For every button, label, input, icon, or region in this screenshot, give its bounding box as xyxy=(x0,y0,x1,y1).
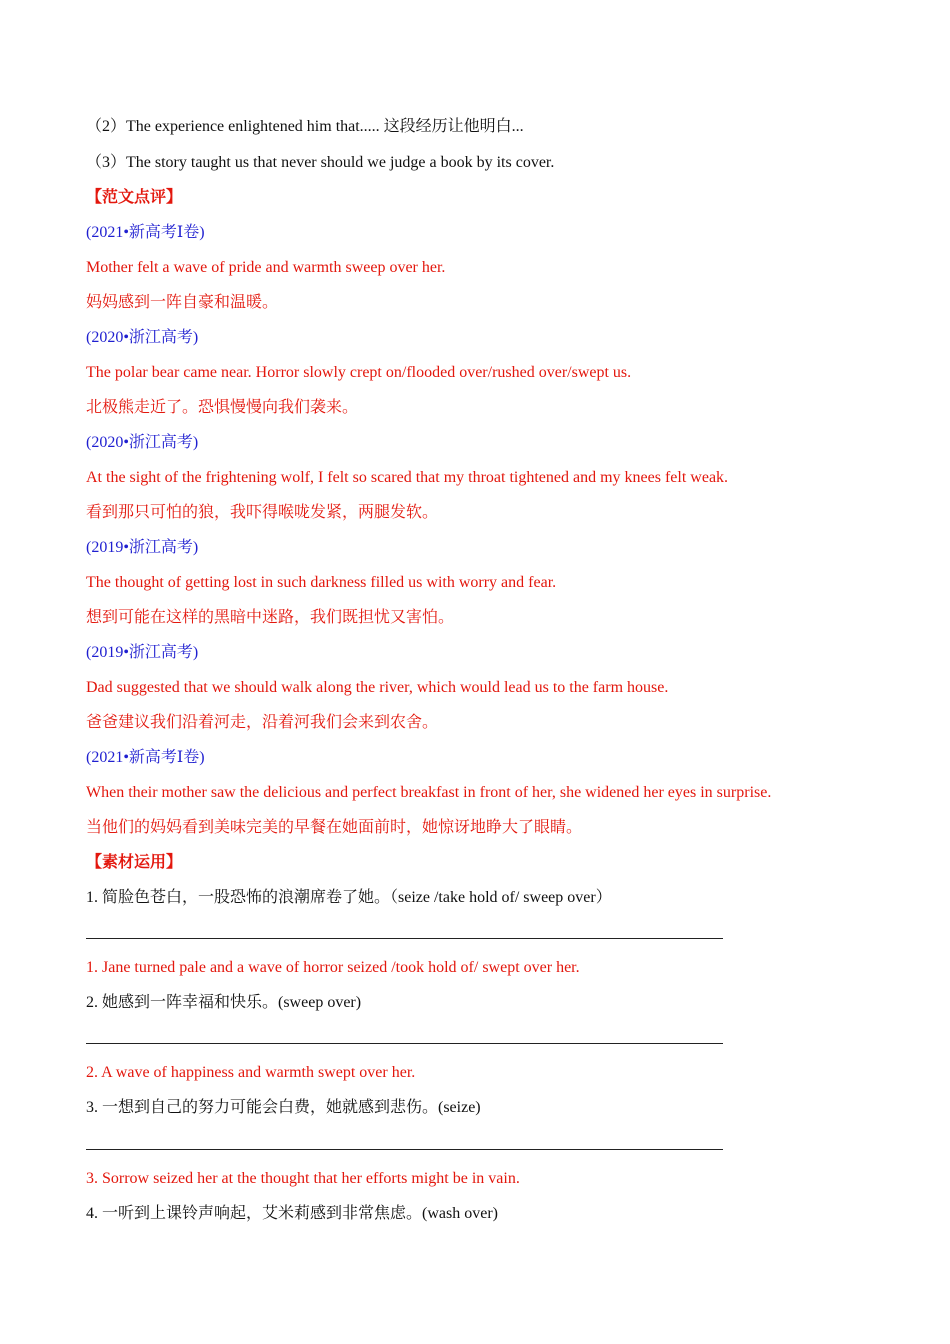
example-chinese: 爸爸建议我们沿着河走，沿着河我们会来到农舍。 xyxy=(86,714,439,731)
exercise-prompt: 4. 一听到上课铃声响起，艾米莉感到非常焦虑。(wash over) xyxy=(86,1205,498,1222)
example-source: (2020•浙江高考) xyxy=(86,434,199,451)
exercise-answer: 1. Jane turned pale and a wave of horror seized /took hold of/ swept over her. xyxy=(86,959,580,976)
example-english: The polar bear came near. Horror slowly crept on/flooded over/rushed over/swept us. xyxy=(86,364,632,381)
example-source: (2020•浙江高考) xyxy=(86,329,199,346)
example-english: Dad suggested that we should walk along the river, which would lead us to the farm house. xyxy=(86,679,669,696)
example-english: Mother felt a wave of pride and warmth sweep over her. xyxy=(86,259,446,276)
example-source: (2019•浙江高考) xyxy=(86,644,199,661)
example-chinese: 想到可能在这样的黑暗中迷路，我们既担忧又害怕。 xyxy=(86,609,455,626)
example-chinese: 北极熊走近了。恐惧慢慢向我们袭来。 xyxy=(86,399,359,416)
example-chinese: 妈妈感到一阵自豪和温暖。 xyxy=(86,294,279,311)
example-source: (2021•新高考Ⅰ卷) xyxy=(86,224,205,241)
intro-line: （3）The story taught us that never should we judge a book by its cover. xyxy=(86,154,555,171)
example-english: When their mother saw the delicious and perfect breakfast in front of her, she widened her eyes in surprise. xyxy=(86,784,772,801)
example-chinese: 当他们的妈妈看到美味完美的早餐在她面前时，她惊讶地睁大了眼睛。 xyxy=(86,819,583,836)
example-source: (2021•新高考Ⅰ卷) xyxy=(86,749,205,766)
exercise-prompt: 2. 她感到一阵幸福和快乐。(sweep over) xyxy=(86,994,362,1011)
example-english: At the sight of the frightening wolf, I felt so scared that my throat tightened and my knees felt weak. xyxy=(86,469,729,486)
answer-blank-line[interactable] xyxy=(86,938,723,939)
answer-blank-line[interactable] xyxy=(86,1043,723,1044)
answer-blank-line[interactable] xyxy=(86,1149,723,1150)
example-source: (2019•浙江高考) xyxy=(86,539,199,556)
section-title-practice: 【素材运用】 xyxy=(86,854,183,871)
section-title-review: 【范文点评】 xyxy=(86,189,183,206)
example-english: The thought of getting lost in such darkness filled us with worry and fear. xyxy=(86,574,557,591)
exercise-answer: 2. A wave of happiness and warmth swept over her. xyxy=(86,1064,416,1081)
intro-line: （2）The experience enlightened him that..... 这段经历让他明白... xyxy=(86,118,524,135)
exercise-answer: 3. Sorrow seized her at the thought that her efforts might be in vain. xyxy=(86,1170,520,1187)
example-chinese: 看到那只可怕的狼，我吓得喉咙发紧，两腿发软。 xyxy=(86,504,439,521)
exercise-prompt: 3. 一想到自己的努力可能会白费，她就感到悲伤。(seize) xyxy=(86,1099,481,1116)
exercise-prompt: 1. 简脸色苍白，一股恐怖的浪潮席卷了她。（seize /take hold of/ sweep over） xyxy=(86,889,612,906)
